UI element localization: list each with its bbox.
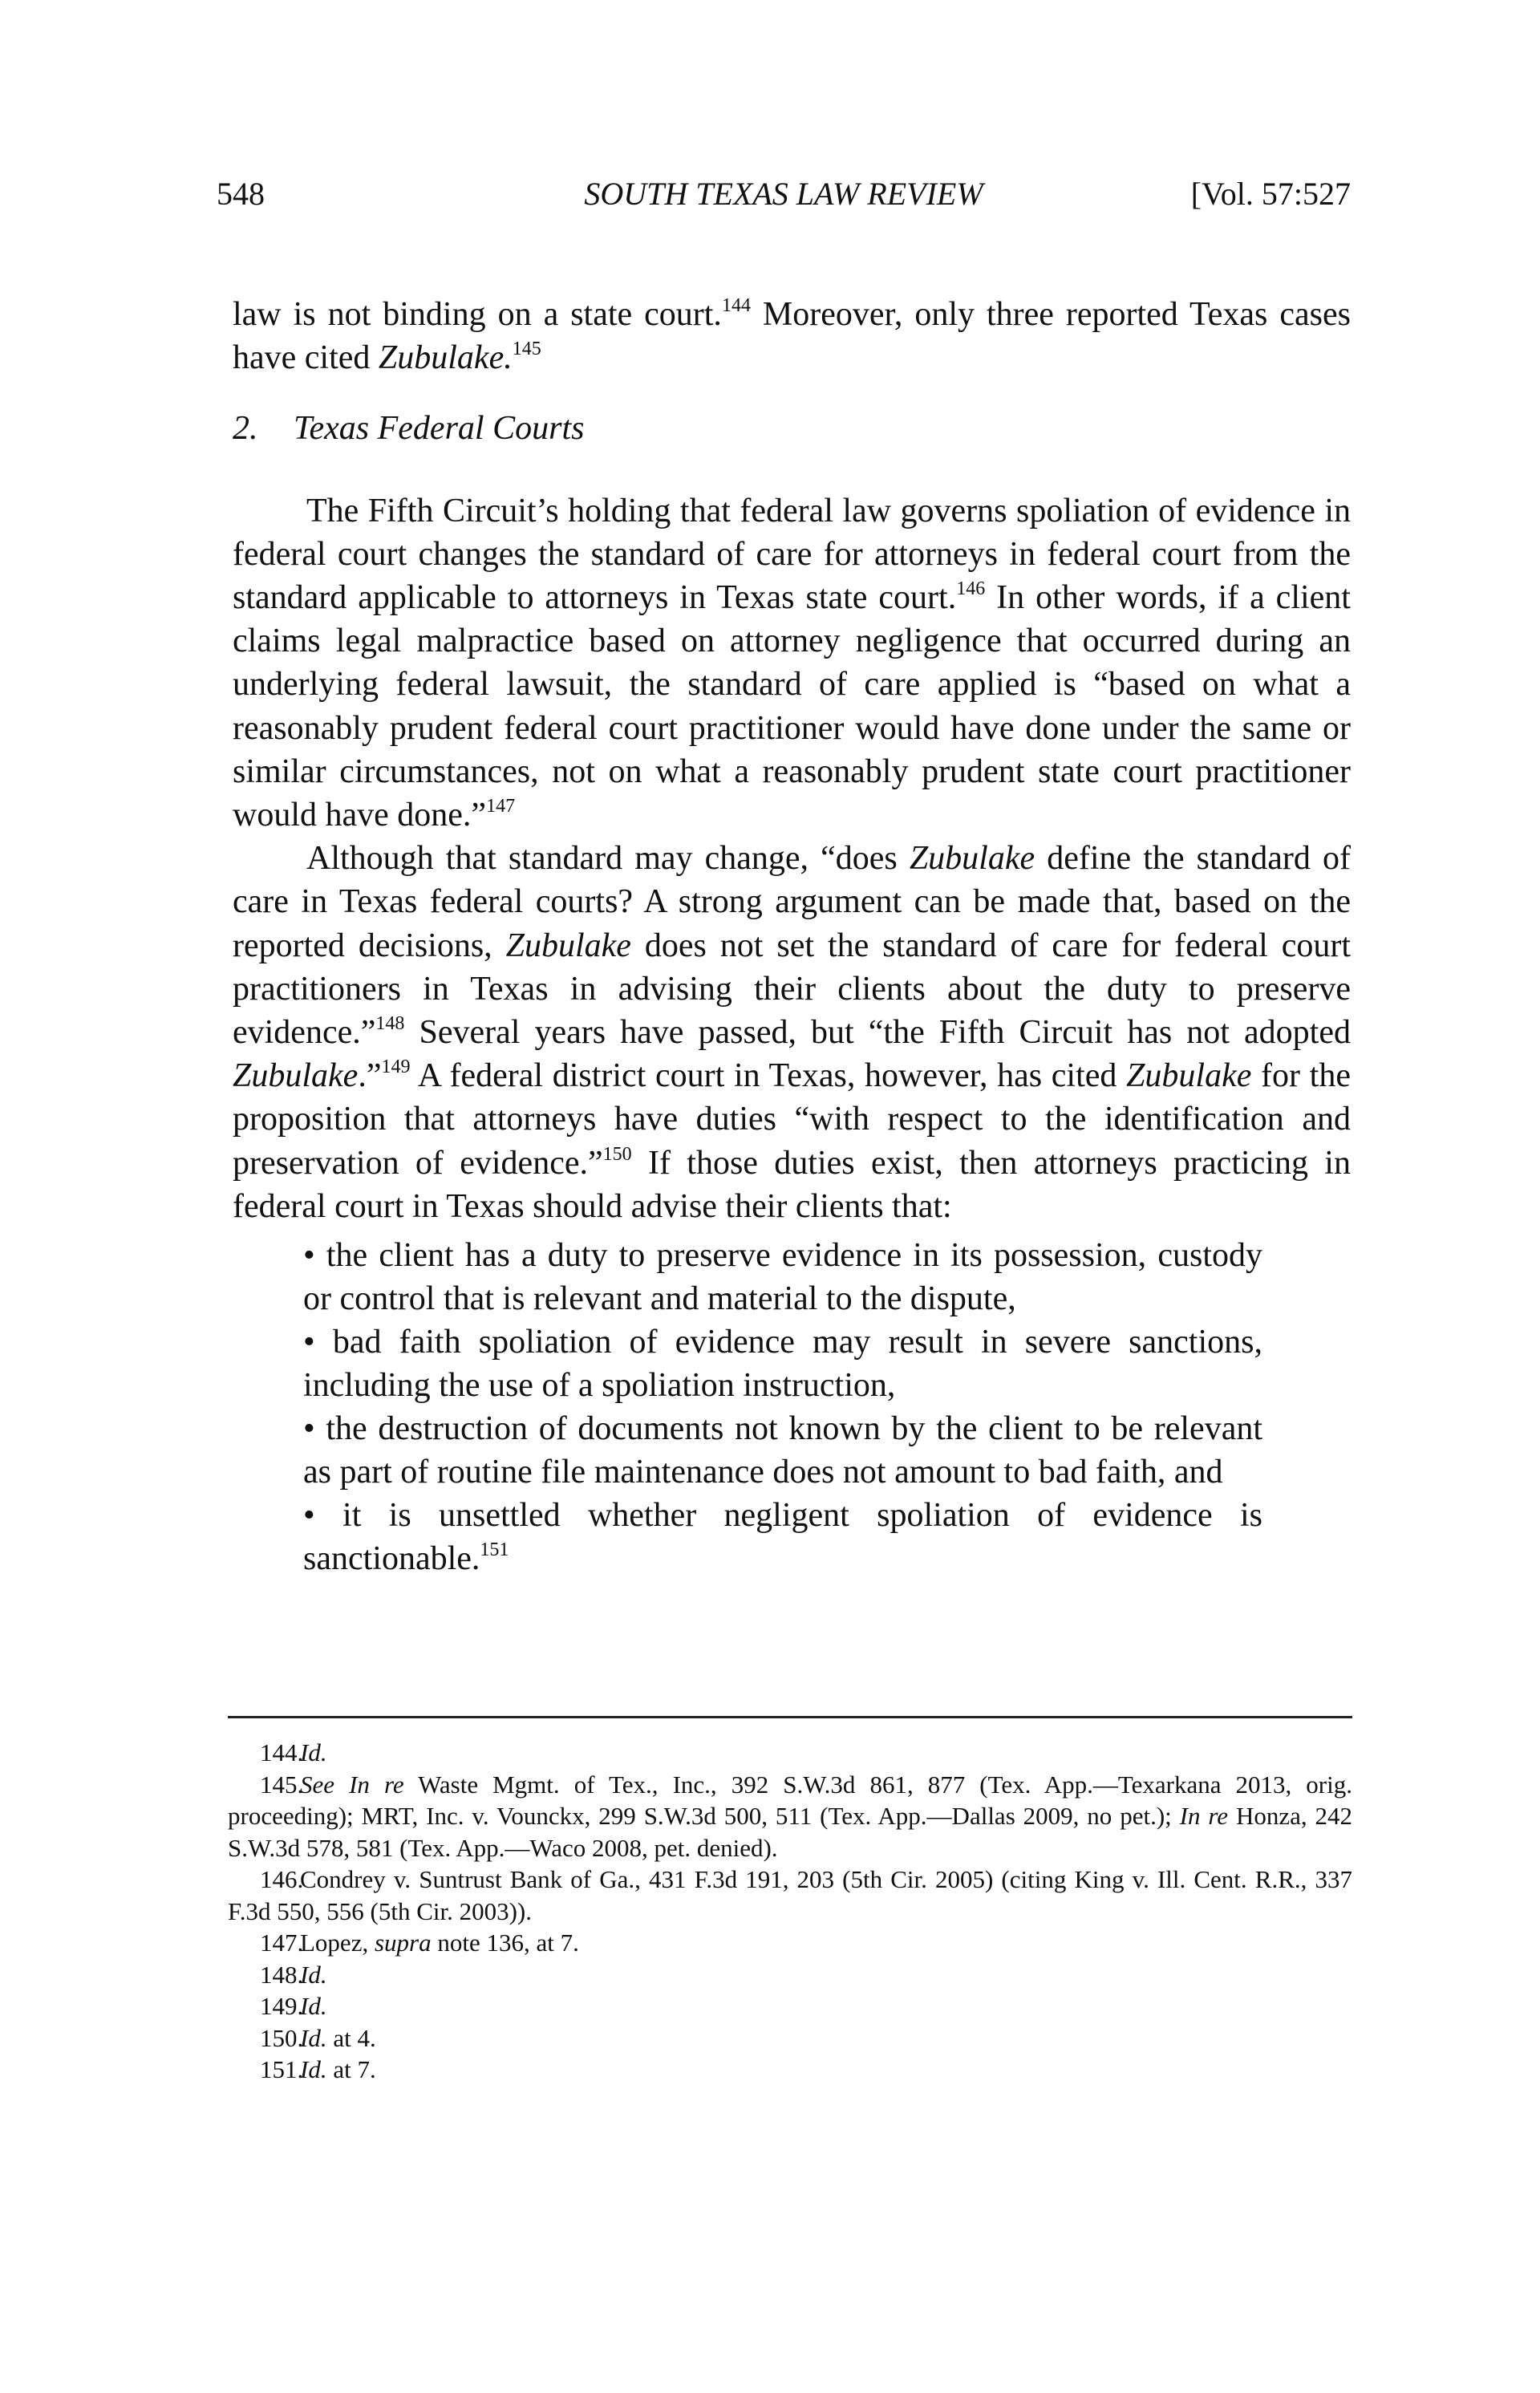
text-run: Although that standard may change, “does (306, 840, 910, 878)
footnote-146 (228, 1864, 1352, 1927)
footnote-text: Condrey v. Suntrust Bank of Ga., 431 F.3d 191, 203 (5th Cir. 2005) (citing King v. Ill. Cent. R.R., 337 F.3d 550, 556 (5th Cir. 2003)). (228, 1865, 1352, 1925)
footnote-text: Id. (300, 1960, 327, 1989)
text-run: does not set the standard of care for federal court practitioners in Texas in advising their clients about the duty to preserve evidence.” (233, 927, 1351, 1052)
footnote-number: 145. (260, 1770, 304, 1799)
list-item-text: • it is unsettled whether negligent spoliation of evidence is sanctionable. (303, 1497, 1262, 1577)
footnote-145 (228, 1769, 1352, 1864)
footnote-151 (228, 2054, 1352, 2086)
signal: See (300, 1770, 335, 1799)
footnote-148 (228, 1959, 1352, 1991)
footnote-number: 150. (260, 2023, 304, 2052)
case-name: Zubulake (233, 1057, 359, 1095)
case-name: Zubulake (909, 840, 1035, 878)
footnote-text: Id. (300, 1738, 327, 1766)
footnote-number: 148. (260, 1960, 304, 1989)
footnote-ref-146[interactable]: 146 (956, 578, 986, 600)
footnote-text: at 7. (326, 2055, 376, 2083)
section-number: 2. (233, 410, 258, 448)
footnote-ref-144[interactable]: 144 (721, 295, 751, 316)
text-run: The Fifth Circuit’s holding that federal law governs spoliation of evidence in federal court changes the standard of care for attorneys in federal court from the standard applicable to attorneys in Texas state court. (233, 492, 1351, 617)
footnote-number: 146. (260, 1865, 304, 1893)
footnote-ref-147[interactable]: 147 (486, 796, 516, 817)
footnote-text: Lopez, (300, 1929, 375, 1957)
list-item: • the destruction of documents not known by the client to be relevant as part of routine file maintenance does not amount to bad faith, and (303, 1410, 1262, 1491)
running-head (217, 170, 1351, 218)
footnote-149 (228, 1990, 1352, 2022)
signal: supra (374, 1929, 432, 1957)
case-name: Zubulake (1126, 1057, 1252, 1095)
page-number: 548 (217, 176, 265, 212)
text-run: for the proposition that attorneys have duties “with respect to the identification and preservation of evidence.” (233, 1057, 1351, 1182)
text-run: In other words, if a client claims legal malpractice based on attorney negligence that occurred during an underlying federal lawsuit, the standard of care applied is “based on what a reasonably prudent federal court practitioner would have done under the same or similar circumstances, not on what a reasonably prudent state court practitioner would have done.” (233, 579, 1351, 834)
paragraph-1 (233, 293, 1351, 379)
footnote-text: note 136, at 7. (431, 1929, 579, 1957)
body-text (233, 293, 1351, 1580)
footnote-ref-145[interactable]: 145 (512, 339, 541, 360)
volume-citation: [Vol. 57:527 (1190, 176, 1351, 212)
advice-list (233, 1235, 1351, 1580)
footnote-ref-149[interactable]: 149 (381, 1057, 411, 1078)
footnote-text: Id. (300, 1992, 327, 2020)
text-run: law is not binding on a state court. (233, 296, 722, 333)
list-item: • bad faith spoliation of evidence may result in severe sanctions, including the use of a spoliation instruction, (303, 1324, 1262, 1404)
text-run: A federal district court in Texas, however, has cited (410, 1057, 1127, 1095)
footnote-text: Waste Mgmt. of Tex., Inc., 392 S.W.3d 861, 877 (Tex. App.—Texarkana 2013, orig. proceeding); MRT, Inc. v. Vounckx, 299 S.W.3d 500, 511 (Tex. App.—Dallas 2009, no pet.); (228, 1770, 1352, 1830)
footnote-divider (228, 1716, 1352, 1718)
footnote-text: Id. (300, 2023, 327, 2052)
footnote-text: Honza, 242 S.W.3d 578, 581 (Tex. App.—Waco 2008, pet. denied). (228, 1802, 1353, 1862)
footnote-number: 151. (260, 2055, 304, 2083)
footnote-number: 144. (260, 1738, 304, 1766)
paragraph-2 (233, 489, 1351, 838)
footnote-ref-151[interactable]: 151 (480, 1539, 509, 1560)
list-item (303, 1495, 1262, 1580)
footnote-150 (228, 2022, 1352, 2054)
footnote-147 (228, 1927, 1352, 1959)
journal-title: SOUTH TEXAS LAW REVIEW (584, 176, 983, 212)
footnote-number: 147. (260, 1929, 304, 1957)
footnote-ref-150[interactable]: 150 (602, 1143, 632, 1165)
footnote-144 (228, 1737, 1352, 1769)
text-run: Moreover, only three reported Texas cases have cited (233, 296, 1351, 377)
case-name: Zubulake. (378, 339, 513, 377)
text-run: .” (358, 1057, 382, 1095)
case-phrase: In re (349, 1770, 404, 1799)
text-run: If those duties exist, then attorneys practicing in federal court in Texas should advise their clients that: (233, 1144, 1351, 1225)
text-run: Several years have passed, but “the Fifth Circuit has not adopted (404, 1014, 1351, 1052)
case-phrase: In re (1179, 1802, 1229, 1830)
footnote-ref-148[interactable]: 148 (375, 1013, 405, 1035)
footnote-text: at 4. (326, 2023, 376, 2052)
footnotes (228, 1737, 1352, 2086)
section-title: Texas Federal Courts (294, 410, 585, 448)
footnote-text: Id. (300, 2055, 327, 2083)
section-heading (233, 407, 1351, 450)
list-item: • the client has a duty to preserve evidence in its possession, custody or control that is relevant and material to the dispute, (303, 1237, 1262, 1317)
text-run: define the standard of care in Texas federal courts? A strong argument can be made that, based on the reported decisions, (233, 840, 1351, 964)
footnote-number: 149. (260, 1992, 304, 2020)
case-name: Zubulake (505, 927, 631, 964)
paragraph-3 (233, 837, 1351, 1228)
